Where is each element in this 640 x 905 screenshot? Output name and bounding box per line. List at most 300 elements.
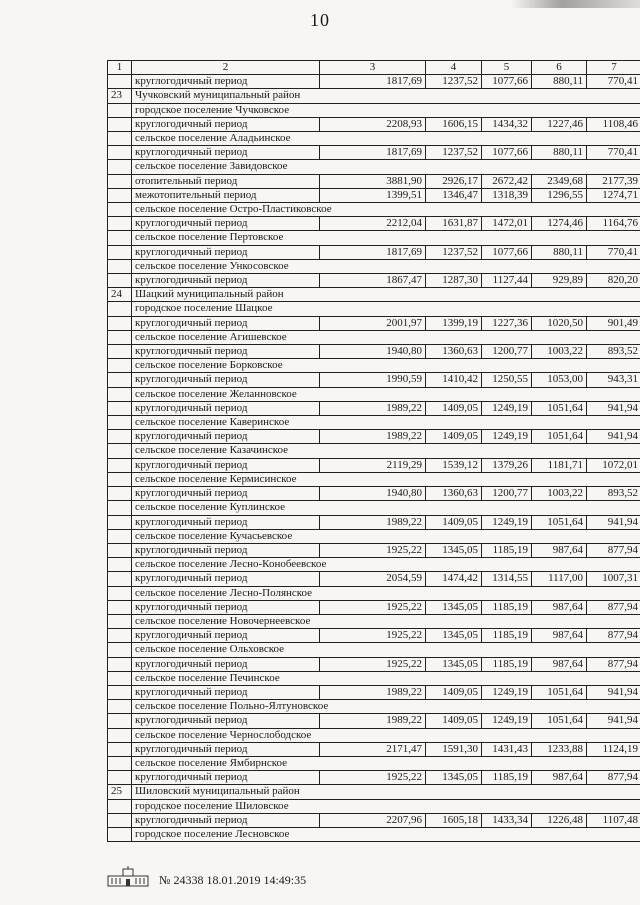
row-number-cell bbox=[108, 614, 132, 628]
section-row bbox=[108, 416, 640, 430]
period-name-cell: круглогодичный период bbox=[132, 117, 320, 131]
value-cell-col3: 2119,29 bbox=[320, 458, 426, 472]
table-row bbox=[108, 274, 640, 288]
period-name-cell: круглогодичный период bbox=[132, 742, 320, 756]
value-cell-col3: 1399,51 bbox=[320, 188, 426, 202]
section-name-cell: сельское поселение Каверинское bbox=[132, 416, 640, 430]
section-row bbox=[108, 799, 640, 813]
row-number-cell: 23 bbox=[108, 89, 132, 103]
period-name-cell: круглогодичный период bbox=[132, 487, 320, 501]
value-cell-col4: 2926,17 bbox=[426, 174, 482, 188]
row-number-cell bbox=[108, 458, 132, 472]
row-number-cell bbox=[108, 600, 132, 614]
value-cell-col3: 1925,22 bbox=[320, 771, 426, 785]
section-name-cell: сельское поселение Пертовское bbox=[132, 231, 640, 245]
section-name-cell: городское поселение Шацкое bbox=[132, 302, 640, 316]
row-number-cell bbox=[108, 700, 132, 714]
row-number-cell bbox=[108, 671, 132, 685]
row-number-cell bbox=[108, 515, 132, 529]
period-name-cell: круглогодичный период bbox=[132, 458, 320, 472]
value-cell-col6: 1051,64 bbox=[532, 714, 587, 728]
page-number: 10 bbox=[310, 10, 330, 30]
value-cell-col4: 1346,47 bbox=[426, 188, 482, 202]
period-name-cell: круглогодичный период bbox=[132, 543, 320, 557]
value-cell-col6: 987,64 bbox=[532, 771, 587, 785]
period-name-cell: круглогодичный период bbox=[132, 657, 320, 671]
value-cell-col4: 1591,30 bbox=[426, 742, 482, 756]
value-cell-col5: 1314,55 bbox=[482, 572, 532, 586]
value-cell-col3: 1817,69 bbox=[320, 245, 426, 259]
value-cell-col6: 1117,00 bbox=[532, 572, 587, 586]
value-cell-col6: 1296,55 bbox=[532, 188, 587, 202]
section-row bbox=[108, 203, 640, 217]
value-cell-col6: 1053,00 bbox=[532, 373, 587, 387]
table-row bbox=[108, 771, 640, 785]
value-cell-col4: 1606,15 bbox=[426, 117, 482, 131]
value-cell-col3: 2001,97 bbox=[320, 316, 426, 330]
table-row bbox=[108, 487, 640, 501]
value-cell-col4: 1410,42 bbox=[426, 373, 482, 387]
row-number-cell bbox=[108, 657, 132, 671]
table-row bbox=[108, 813, 640, 827]
row-number-cell bbox=[108, 132, 132, 146]
row-number-cell bbox=[108, 188, 132, 202]
value-cell-col5: 1077,66 bbox=[482, 146, 532, 160]
section-row bbox=[108, 827, 640, 841]
value-cell-col6: 1051,64 bbox=[532, 430, 587, 444]
value-cell-col4: 1474,42 bbox=[426, 572, 482, 586]
value-cell-col4: 1345,05 bbox=[426, 543, 482, 557]
section-row bbox=[108, 586, 640, 600]
value-cell-col5: 1318,39 bbox=[482, 188, 532, 202]
table-row bbox=[108, 543, 640, 557]
value-cell-col3: 1817,69 bbox=[320, 75, 426, 89]
row-number-cell bbox=[108, 359, 132, 373]
value-cell-col6: 1233,88 bbox=[532, 742, 587, 756]
row-number-cell bbox=[108, 416, 132, 430]
section-row bbox=[108, 643, 640, 657]
row-number-cell bbox=[108, 245, 132, 259]
period-name-cell: круглогодичный период bbox=[132, 316, 320, 330]
row-number-cell bbox=[108, 714, 132, 728]
value-cell-col3: 1940,80 bbox=[320, 345, 426, 359]
row-number-cell: 25 bbox=[108, 785, 132, 799]
row-number-cell bbox=[108, 629, 132, 643]
value-cell-col7: 1072,01 bbox=[587, 458, 640, 472]
value-cell-col6: 987,64 bbox=[532, 543, 587, 557]
section-name-cell: сельское поселение Кучасьевское bbox=[132, 529, 640, 543]
period-name-cell: круглогодичный период bbox=[132, 600, 320, 614]
table-row bbox=[108, 629, 640, 643]
value-cell-col4: 1345,05 bbox=[426, 629, 482, 643]
value-cell-col7: 893,52 bbox=[587, 487, 640, 501]
period-name-cell: круглогодичный период bbox=[132, 430, 320, 444]
section-name-cell: городское поселение Чучковское bbox=[132, 103, 640, 117]
section-row bbox=[108, 259, 640, 273]
row-number-cell bbox=[108, 217, 132, 231]
value-cell-col5: 1127,44 bbox=[482, 274, 532, 288]
value-cell-col6: 2349,68 bbox=[532, 174, 587, 188]
value-cell-col3: 2054,59 bbox=[320, 572, 426, 586]
section-name-cell: городское поселение Шиловское bbox=[132, 799, 640, 813]
table-row bbox=[108, 117, 640, 131]
period-name-cell: круглогодичный период bbox=[132, 629, 320, 643]
table-row bbox=[108, 174, 640, 188]
value-cell-col7: 770,41 bbox=[587, 75, 640, 89]
row-number-cell bbox=[108, 543, 132, 557]
row-number-cell bbox=[108, 117, 132, 131]
period-name-cell: круглогодичный период bbox=[132, 146, 320, 160]
value-cell-col7: 877,94 bbox=[587, 600, 640, 614]
value-cell-col6: 1020,50 bbox=[532, 316, 587, 330]
value-cell-col7: 2177,39 bbox=[587, 174, 640, 188]
period-name-cell: круглогодичный период bbox=[132, 572, 320, 586]
value-cell-col5: 1185,19 bbox=[482, 629, 532, 643]
section-row bbox=[108, 330, 640, 344]
section-row bbox=[108, 387, 640, 401]
period-name-cell: круглогодичный период bbox=[132, 345, 320, 359]
row-number-cell bbox=[108, 174, 132, 188]
value-cell-col4: 1399,19 bbox=[426, 316, 482, 330]
value-cell-col4: 1237,52 bbox=[426, 245, 482, 259]
section-name-cell: сельское поселение Завидовское bbox=[132, 160, 640, 174]
period-name-cell: круглогодичный период bbox=[132, 401, 320, 415]
period-name-cell: круглогодичный период bbox=[132, 75, 320, 89]
value-cell-col6: 880,11 bbox=[532, 146, 587, 160]
value-cell-col3: 1867,47 bbox=[320, 274, 426, 288]
table-row bbox=[108, 188, 640, 202]
value-cell-col7: 941,94 bbox=[587, 430, 640, 444]
column-header: 6 bbox=[532, 61, 587, 75]
table-row bbox=[108, 217, 640, 231]
table-row bbox=[108, 146, 640, 160]
section-row bbox=[108, 302, 640, 316]
column-header: 3 bbox=[320, 61, 426, 75]
section-name-cell: сельское поселение Куплинское bbox=[132, 501, 640, 515]
value-cell-col7: 877,94 bbox=[587, 657, 640, 671]
row-number-cell bbox=[108, 728, 132, 742]
period-name-cell: круглогодичный период bbox=[132, 217, 320, 231]
section-row bbox=[108, 288, 640, 302]
row-number-cell bbox=[108, 643, 132, 657]
value-cell-col6: 1181,71 bbox=[532, 458, 587, 472]
value-cell-col4: 1237,52 bbox=[426, 75, 482, 89]
row-number-cell bbox=[108, 799, 132, 813]
column-header: 2 bbox=[132, 61, 320, 75]
section-name-cell: сельское поселение Агишевское bbox=[132, 330, 640, 344]
section-name-cell: сельское поселение Остро-Пластиковское bbox=[132, 203, 640, 217]
row-number-cell bbox=[108, 75, 132, 89]
table-row bbox=[108, 685, 640, 699]
column-header: 5 bbox=[482, 61, 532, 75]
table-row bbox=[108, 316, 640, 330]
table-row bbox=[108, 345, 640, 359]
value-cell-col7: 941,94 bbox=[587, 714, 640, 728]
column-header: 4 bbox=[426, 61, 482, 75]
period-name-cell: круглогодичный период bbox=[132, 515, 320, 529]
value-cell-col7: 901,49 bbox=[587, 316, 640, 330]
value-cell-col3: 1925,22 bbox=[320, 543, 426, 557]
value-cell-col4: 1360,63 bbox=[426, 487, 482, 501]
value-cell-col7: 893,52 bbox=[587, 345, 640, 359]
value-cell-col7: 1107,48 bbox=[587, 813, 640, 827]
table-row bbox=[108, 714, 640, 728]
section-name-cell: сельское поселение Ямбирнское bbox=[132, 756, 640, 770]
value-cell-col5: 1249,19 bbox=[482, 515, 532, 529]
row-number-cell bbox=[108, 827, 132, 841]
period-name-cell: круглогодичный период bbox=[132, 245, 320, 259]
value-cell-col4: 1631,87 bbox=[426, 217, 482, 231]
section-name-cell: сельское поселение Казачинское bbox=[132, 444, 640, 458]
section-row bbox=[108, 529, 640, 543]
value-cell-col3: 1989,22 bbox=[320, 714, 426, 728]
row-number-cell bbox=[108, 274, 132, 288]
row-number-cell bbox=[108, 330, 132, 344]
value-cell-col5: 1249,19 bbox=[482, 685, 532, 699]
value-cell-col5: 1185,19 bbox=[482, 771, 532, 785]
value-cell-col5: 1185,19 bbox=[482, 543, 532, 557]
value-cell-col6: 987,64 bbox=[532, 600, 587, 614]
row-number-cell bbox=[108, 373, 132, 387]
row-number-cell bbox=[108, 231, 132, 245]
value-cell-col7: 877,94 bbox=[587, 629, 640, 643]
value-cell-col7: 1007,31 bbox=[587, 572, 640, 586]
value-cell-col5: 1077,66 bbox=[482, 75, 532, 89]
section-row bbox=[108, 359, 640, 373]
value-cell-col6: 1003,22 bbox=[532, 345, 587, 359]
value-cell-col3: 2207,96 bbox=[320, 813, 426, 827]
table-row bbox=[108, 373, 640, 387]
section-row bbox=[108, 444, 640, 458]
value-cell-col5: 1227,36 bbox=[482, 316, 532, 330]
row-number-cell bbox=[108, 387, 132, 401]
value-cell-col7: 877,94 bbox=[587, 771, 640, 785]
value-cell-col3: 2208,93 bbox=[320, 117, 426, 131]
value-cell-col6: 1226,48 bbox=[532, 813, 587, 827]
value-cell-col7: 877,94 bbox=[587, 543, 640, 557]
section-name-cell: Шиловский муниципальный район bbox=[132, 785, 640, 799]
value-cell-col3: 1817,69 bbox=[320, 146, 426, 160]
value-cell-col7: 1164,76 bbox=[587, 217, 640, 231]
value-cell-col4: 1539,12 bbox=[426, 458, 482, 472]
period-name-cell: круглогодичный период bbox=[132, 714, 320, 728]
section-row bbox=[108, 472, 640, 486]
row-number-cell bbox=[108, 472, 132, 486]
section-row bbox=[108, 614, 640, 628]
value-cell-col3: 1940,80 bbox=[320, 487, 426, 501]
row-number-cell bbox=[108, 160, 132, 174]
value-cell-col3: 2171,47 bbox=[320, 742, 426, 756]
section-name-cell: сельское поселение Польно-Ялтуновское bbox=[132, 700, 640, 714]
section-name-cell: Шацкий муниципальный район bbox=[132, 288, 640, 302]
value-cell-col6: 1051,64 bbox=[532, 515, 587, 529]
row-number-cell bbox=[108, 487, 132, 501]
value-cell-col7: 770,41 bbox=[587, 146, 640, 160]
value-cell-col5: 1077,66 bbox=[482, 245, 532, 259]
row-number-cell bbox=[108, 345, 132, 359]
value-cell-col3: 1990,59 bbox=[320, 373, 426, 387]
table-row bbox=[108, 430, 640, 444]
table-row bbox=[108, 245, 640, 259]
row-number-cell bbox=[108, 558, 132, 572]
value-cell-col6: 880,11 bbox=[532, 75, 587, 89]
section-row bbox=[108, 160, 640, 174]
value-cell-col5: 1431,43 bbox=[482, 742, 532, 756]
value-cell-col7: 943,31 bbox=[587, 373, 640, 387]
section-name-cell: сельское поселение Лесно-Полянское bbox=[132, 586, 640, 600]
row-number-cell bbox=[108, 401, 132, 415]
section-name-cell: сельское поселение Ункосовское bbox=[132, 259, 640, 273]
row-number-cell bbox=[108, 316, 132, 330]
value-cell-col5: 1200,77 bbox=[482, 345, 532, 359]
period-name-cell: круглогодичный период bbox=[132, 685, 320, 699]
value-cell-col7: 941,94 bbox=[587, 685, 640, 699]
column-header: 1 bbox=[108, 61, 132, 75]
value-cell-col5: 1250,55 bbox=[482, 373, 532, 387]
table-row bbox=[108, 572, 640, 586]
section-row bbox=[108, 231, 640, 245]
section-name-cell: сельское поселение Желанновское bbox=[132, 387, 640, 401]
row-number-cell bbox=[108, 203, 132, 217]
tariff-table bbox=[107, 60, 640, 842]
table-row bbox=[108, 401, 640, 415]
value-cell-col5: 1249,19 bbox=[482, 714, 532, 728]
value-cell-col4: 1409,05 bbox=[426, 714, 482, 728]
section-name-cell: сельское поселение Новочернеевское bbox=[132, 614, 640, 628]
table-row bbox=[108, 600, 640, 614]
table-row bbox=[108, 75, 640, 89]
section-name-cell: сельское поселение Кермисинское bbox=[132, 472, 640, 486]
value-cell-col4: 1345,05 bbox=[426, 657, 482, 671]
table-header-row bbox=[108, 61, 640, 75]
section-row bbox=[108, 89, 640, 103]
section-name-cell: сельское поселение Борковское bbox=[132, 359, 640, 373]
value-cell-col4: 1605,18 bbox=[426, 813, 482, 827]
value-cell-col7: 941,94 bbox=[587, 515, 640, 529]
value-cell-col5: 1185,19 bbox=[482, 600, 532, 614]
document-footer bbox=[107, 866, 507, 890]
row-number-cell bbox=[108, 685, 132, 699]
value-cell-col4: 1287,30 bbox=[426, 274, 482, 288]
row-number-cell: 24 bbox=[108, 288, 132, 302]
value-cell-col5: 1249,19 bbox=[482, 430, 532, 444]
value-cell-col6: 929,89 bbox=[532, 274, 587, 288]
value-cell-col5: 1433,34 bbox=[482, 813, 532, 827]
value-cell-col5: 1379,26 bbox=[482, 458, 532, 472]
section-name-cell: Чучковский муниципальный район bbox=[132, 89, 640, 103]
value-cell-col6: 987,64 bbox=[532, 629, 587, 643]
row-number-cell bbox=[108, 259, 132, 273]
section-row bbox=[108, 671, 640, 685]
value-cell-col3: 1925,22 bbox=[320, 657, 426, 671]
section-name-cell: городское поселение Лесновское bbox=[132, 827, 640, 841]
building-stamp-icon bbox=[107, 866, 149, 888]
value-cell-col3: 1989,22 bbox=[320, 515, 426, 529]
value-cell-col5: 2672,42 bbox=[482, 174, 532, 188]
value-cell-col6: 1274,46 bbox=[532, 217, 587, 231]
column-header: 7 bbox=[587, 61, 640, 75]
value-cell-col7: 941,94 bbox=[587, 401, 640, 415]
section-row bbox=[108, 700, 640, 714]
value-cell-col5: 1185,19 bbox=[482, 657, 532, 671]
value-cell-col6: 1051,64 bbox=[532, 401, 587, 415]
value-cell-col6: 1003,22 bbox=[532, 487, 587, 501]
value-cell-col3: 1989,22 bbox=[320, 430, 426, 444]
row-number-cell bbox=[108, 302, 132, 316]
value-cell-col4: 1409,05 bbox=[426, 401, 482, 415]
value-cell-col6: 987,64 bbox=[532, 657, 587, 671]
scan-artifact bbox=[510, 0, 640, 8]
document-reference: № 24338 18.01.2019 14:49:35 bbox=[159, 873, 307, 887]
value-cell-col3: 1989,22 bbox=[320, 401, 426, 415]
row-number-cell bbox=[108, 501, 132, 515]
value-cell-col3: 2212,04 bbox=[320, 217, 426, 231]
row-number-cell bbox=[108, 756, 132, 770]
row-number-cell bbox=[108, 771, 132, 785]
period-name-cell: круглогодичный период bbox=[132, 771, 320, 785]
value-cell-col6: 1051,64 bbox=[532, 685, 587, 699]
section-name-cell: сельское поселение Ольховское bbox=[132, 643, 640, 657]
period-name-cell: межотопительный период bbox=[132, 188, 320, 202]
row-number-cell bbox=[108, 572, 132, 586]
section-name-cell: сельское поселение Чернослободское bbox=[132, 728, 640, 742]
value-cell-col7: 770,41 bbox=[587, 245, 640, 259]
value-cell-col7: 1108,46 bbox=[587, 117, 640, 131]
row-number-cell bbox=[108, 430, 132, 444]
period-name-cell: круглогодичный период bbox=[132, 373, 320, 387]
value-cell-col4: 1409,05 bbox=[426, 515, 482, 529]
section-name-cell: сельское поселение Лесно-Конобеевское bbox=[132, 558, 640, 572]
table-row bbox=[108, 742, 640, 756]
row-number-cell bbox=[108, 813, 132, 827]
value-cell-col7: 1124,19 bbox=[587, 742, 640, 756]
value-cell-col5: 1472,01 bbox=[482, 217, 532, 231]
value-cell-col7: 820,20 bbox=[587, 274, 640, 288]
table-row bbox=[108, 458, 640, 472]
value-cell-col4: 1360,63 bbox=[426, 345, 482, 359]
section-name-cell: сельское поселение Печинское bbox=[132, 671, 640, 685]
period-name-cell: круглогодичный период bbox=[132, 274, 320, 288]
row-number-cell bbox=[108, 586, 132, 600]
row-number-cell bbox=[108, 529, 132, 543]
period-name-cell: отопительный период bbox=[132, 174, 320, 188]
value-cell-col3: 1989,22 bbox=[320, 685, 426, 699]
value-cell-col6: 1227,46 bbox=[532, 117, 587, 131]
table-row bbox=[108, 657, 640, 671]
value-cell-col6: 880,11 bbox=[532, 245, 587, 259]
value-cell-col4: 1345,05 bbox=[426, 600, 482, 614]
value-cell-col4: 1345,05 bbox=[426, 771, 482, 785]
value-cell-col5: 1200,77 bbox=[482, 487, 532, 501]
section-row bbox=[108, 785, 640, 799]
value-cell-col3: 1925,22 bbox=[320, 629, 426, 643]
row-number-cell bbox=[108, 103, 132, 117]
row-number-cell bbox=[108, 444, 132, 458]
section-row bbox=[108, 756, 640, 770]
table-row bbox=[108, 515, 640, 529]
section-row bbox=[108, 558, 640, 572]
section-row bbox=[108, 728, 640, 742]
value-cell-col5: 1249,19 bbox=[482, 401, 532, 415]
table-body bbox=[108, 61, 640, 842]
value-cell-col5: 1434,32 bbox=[482, 117, 532, 131]
section-name-cell: сельское поселение Аладьинское bbox=[132, 132, 640, 146]
period-name-cell: круглогодичный период bbox=[132, 813, 320, 827]
value-cell-col7: 1274,71 bbox=[587, 188, 640, 202]
value-cell-col4: 1409,05 bbox=[426, 685, 482, 699]
section-row bbox=[108, 132, 640, 146]
value-cell-col4: 1237,52 bbox=[426, 146, 482, 160]
